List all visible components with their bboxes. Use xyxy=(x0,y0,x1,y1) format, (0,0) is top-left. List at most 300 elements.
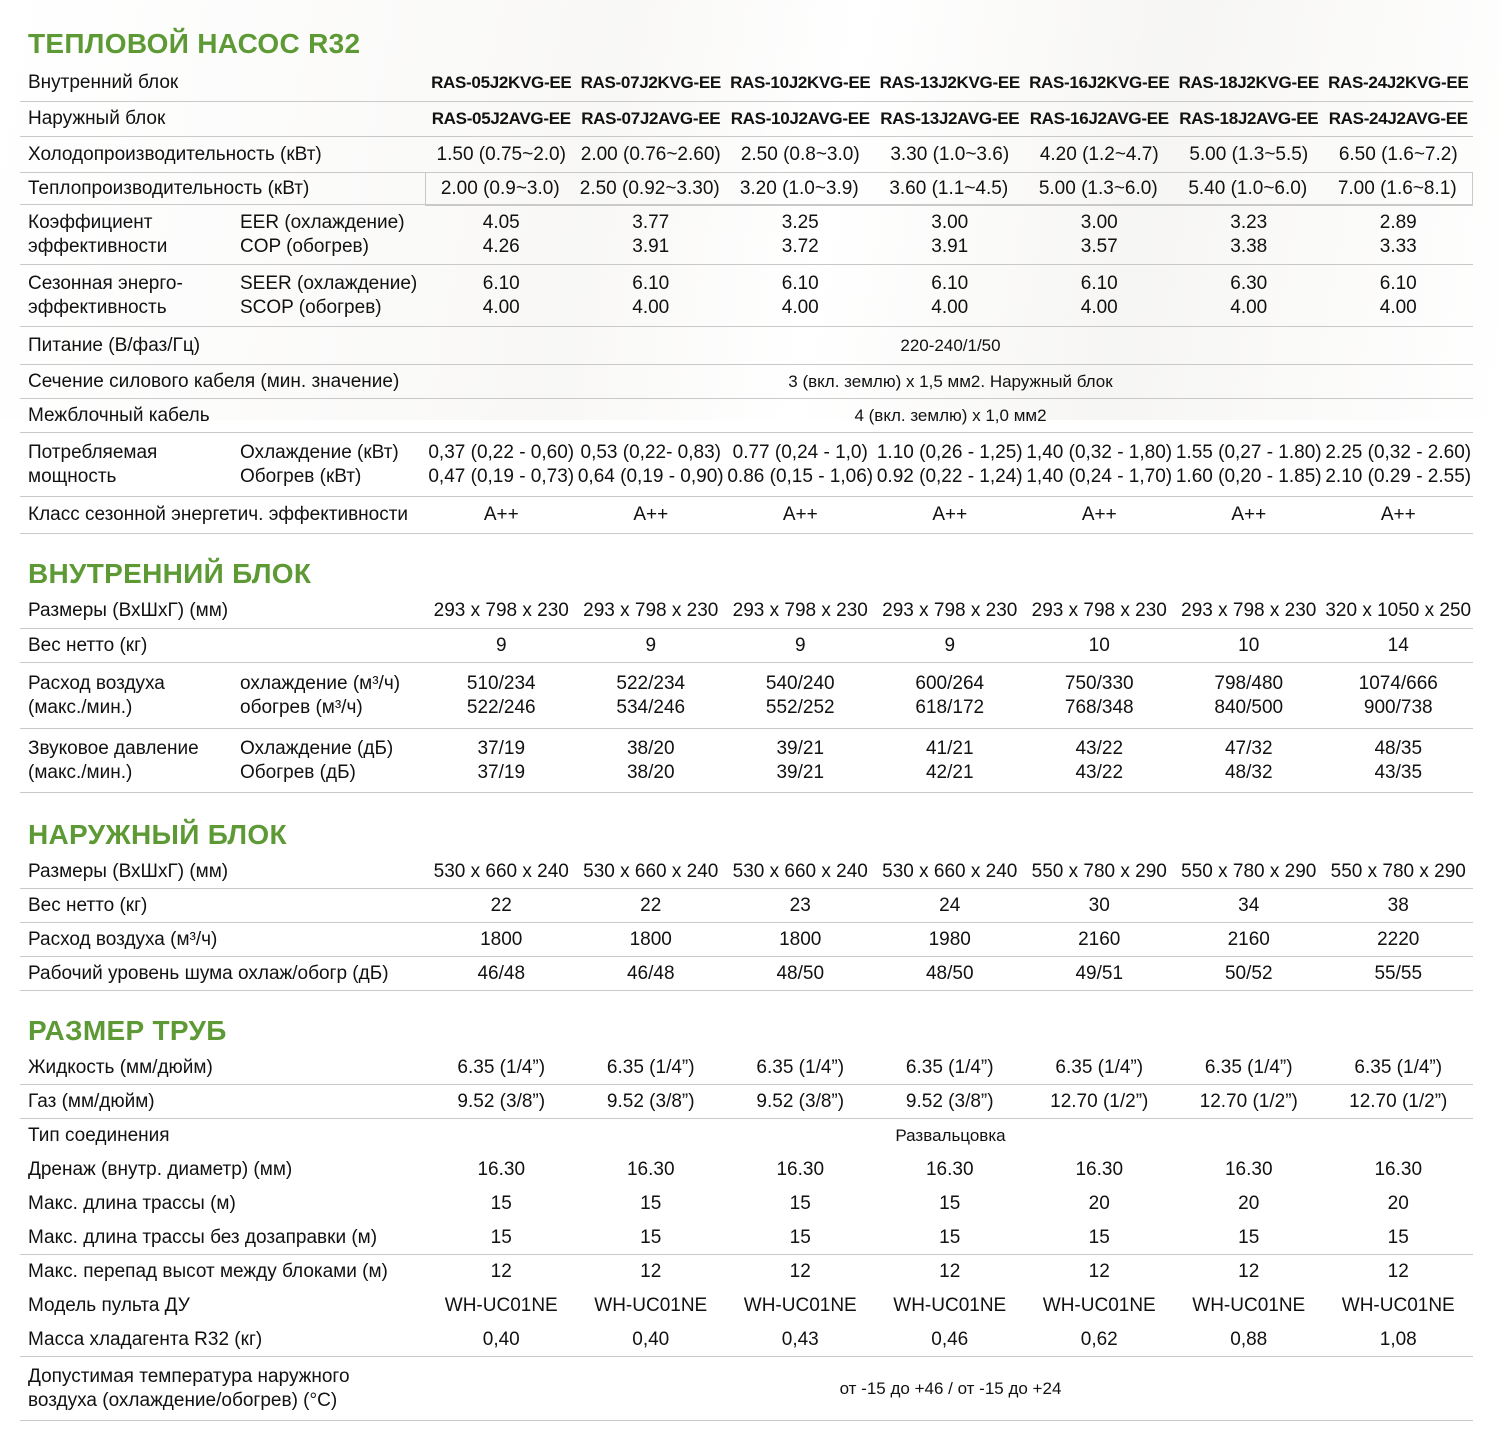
value-cell xyxy=(427,272,577,320)
row-indoor-weight xyxy=(20,629,1473,663)
value-cell xyxy=(576,737,726,785)
value-cell xyxy=(1324,272,1474,320)
value-cell: 293 x 798 x 230 xyxy=(1181,600,1317,621)
row-outdoor-airflow xyxy=(20,923,1473,957)
value-line: 540/240 xyxy=(765,672,835,694)
section-title-indoor: ВНУТРЕННИЙ БЛОК xyxy=(28,558,312,589)
value-line: 3.00 xyxy=(1080,211,1118,233)
value-cell: 9.52 (3/8”) xyxy=(606,1090,695,1112)
value-cell: 3.30 (1.0~3.6) xyxy=(890,143,1010,165)
row-label: Холодопроизводительность (кВт) xyxy=(28,143,322,165)
cells xyxy=(427,634,1474,658)
value-cell: 1800 xyxy=(480,928,523,950)
value-cell: 1980 xyxy=(928,928,971,950)
value-cell: 34 xyxy=(1238,894,1260,916)
cells xyxy=(427,962,1474,986)
value-line: 39/21 xyxy=(776,761,825,783)
cells xyxy=(427,211,1474,259)
value-cell: 293 x 798 x 230 xyxy=(732,600,868,621)
value-line: 2.89 xyxy=(1379,211,1417,233)
value-cell: RAS-13J2AVG-EE xyxy=(880,109,1020,128)
row-seasonal-efficiency xyxy=(20,265,1473,327)
value-cell xyxy=(726,737,876,785)
value-cell: A++ xyxy=(1231,504,1267,525)
value-cell xyxy=(726,211,876,259)
value-cell: 3.20 (1.0~3.9) xyxy=(739,177,859,199)
value-cell: 9.52 (3/8”) xyxy=(457,1090,546,1112)
row-label: Наружный блок xyxy=(28,108,166,129)
value-cell: 30 xyxy=(1088,894,1110,916)
value-cell: 293 x 798 x 230 xyxy=(882,600,1018,621)
value-cell: 0,43 xyxy=(781,1328,819,1350)
value-cell: RAS-05J2AVG-EE xyxy=(431,109,571,128)
value-cell xyxy=(875,211,1025,259)
sub-label: Обогрев (дБ) xyxy=(240,761,356,783)
value-line: 3.25 xyxy=(781,211,819,233)
value-cell: 22 xyxy=(640,894,662,916)
value-cell: 10 xyxy=(1088,634,1110,656)
value-cell xyxy=(1324,211,1474,259)
row-power-consumption xyxy=(20,433,1473,497)
value-cell: 0,46 xyxy=(931,1328,969,1350)
value-cell xyxy=(726,272,876,320)
value-cell: RAS-18J2AVG-EE xyxy=(1179,109,1319,128)
cells xyxy=(427,107,1474,131)
value-cell: 12 xyxy=(640,1261,662,1282)
value-cell: A++ xyxy=(483,504,519,525)
value-cell: 9 xyxy=(944,634,956,656)
value-cell: 16.30 xyxy=(626,1159,675,1180)
section-title-heat-pump: ТЕПЛОВОЙ НАСОС R32 xyxy=(28,28,361,59)
value-line: 3.77 xyxy=(632,211,670,233)
row-label: Макс. перепад высот между блоками (м) xyxy=(28,1261,388,1282)
row-label: Масса хладагента R32 (кг) xyxy=(28,1328,263,1350)
value-line: 3.00 xyxy=(931,211,969,233)
value-cell: 320 x 1050 x 250 xyxy=(1325,600,1472,621)
row-label: Рабочий уровень шума охлаж/обогр (дБ) xyxy=(28,962,389,984)
row-indoor-airflow xyxy=(20,663,1473,729)
row-label: Дренаж (внутр. диаметр) (мм) xyxy=(28,1159,293,1180)
cells xyxy=(427,1294,1474,1318)
value-cell xyxy=(1174,441,1324,489)
value-cell: A++ xyxy=(782,504,818,525)
value-cell: 15 xyxy=(490,1226,512,1248)
cells xyxy=(427,928,1474,952)
cells xyxy=(427,503,1474,527)
value-cell: 6.35 (1/4”) xyxy=(905,1056,994,1078)
value-cell: 1,08 xyxy=(1379,1328,1417,1350)
value-line: 1,40 (0,32 - 1,80) xyxy=(1026,441,1173,463)
spec-sheet xyxy=(20,0,1473,1421)
value-line: 6.10 xyxy=(632,272,670,294)
cells xyxy=(425,172,1474,206)
value-cell: 293 x 798 x 230 xyxy=(433,600,569,621)
value-cell: WH-UC01NE xyxy=(1341,1295,1455,1316)
label-line: (макс./мин.) xyxy=(28,696,133,718)
value-line: 43/22 xyxy=(1075,737,1124,759)
value-cell: 12 xyxy=(490,1261,512,1282)
value-cell: 15 xyxy=(789,1193,811,1214)
row-max-height xyxy=(20,1255,1473,1289)
value-cell: 293 x 798 x 230 xyxy=(583,600,719,621)
value-cell: 20 xyxy=(1387,1193,1409,1214)
value-line: 4.00 xyxy=(931,296,969,318)
value-cell: 15 xyxy=(939,1226,961,1248)
sub-label: охлаждение (м³/ч) xyxy=(240,672,401,694)
value-cell: 12 xyxy=(1088,1261,1110,1282)
value-cell: 46/48 xyxy=(477,962,526,984)
value-line: 618/172 xyxy=(915,696,985,718)
row-outdoor-noise xyxy=(20,957,1473,991)
value-line: 43/35 xyxy=(1374,761,1423,783)
value-cell: 293 x 798 x 230 xyxy=(1031,600,1167,621)
value-line: 6.10 xyxy=(1379,272,1417,294)
value-line: 0,64 (0,19 - 0,90) xyxy=(577,465,724,487)
row-label: Питание (В/фаз/Гц) xyxy=(28,334,201,356)
value-cell: 6.35 (1/4”) xyxy=(1354,1056,1443,1078)
value-line: 3.72 xyxy=(781,235,819,257)
value-cell xyxy=(1174,211,1324,259)
row-power-supply xyxy=(20,327,1473,365)
value-cell: RAS-10J2KVG-EE xyxy=(730,72,871,92)
value-cell: A++ xyxy=(633,504,669,525)
value-line: 43/22 xyxy=(1075,761,1124,783)
span-value: Развальцовка xyxy=(895,1126,1006,1145)
value-cell: 530 x 660 x 240 xyxy=(732,860,868,882)
row-label: Макс. длина трассы (м) xyxy=(28,1193,236,1214)
value-cell: 6.35 (1/4”) xyxy=(606,1056,695,1078)
value-line: 6.10 xyxy=(1080,272,1118,294)
value-cell: 1.50 (0.75~2.0) xyxy=(436,143,566,165)
value-line: 47/32 xyxy=(1224,737,1273,759)
sub-label: EER (охлаждение) xyxy=(240,211,405,233)
value-line: 6.10 xyxy=(781,272,819,294)
value-cell xyxy=(427,211,577,259)
cells xyxy=(427,894,1474,918)
value-cell: 530 x 660 x 240 xyxy=(882,860,1018,882)
cells xyxy=(427,1226,1474,1250)
value-cell: 1800 xyxy=(779,928,822,950)
value-line: 38/20 xyxy=(626,737,675,759)
value-line: 4.00 xyxy=(1080,296,1118,318)
value-line: 48/32 xyxy=(1224,761,1273,783)
row-outdoor-weight xyxy=(20,889,1473,923)
value-cell xyxy=(1025,672,1175,720)
value-cell xyxy=(875,272,1025,320)
value-cell xyxy=(726,672,876,720)
cells xyxy=(427,1328,1474,1352)
value-line: 48/35 xyxy=(1374,737,1423,759)
value-cell: 49/51 xyxy=(1075,962,1124,984)
value-cell: WH-UC01NE xyxy=(1192,1295,1306,1316)
value-cell xyxy=(1025,272,1175,320)
row-energy-class xyxy=(20,497,1473,534)
value-cell xyxy=(576,272,726,320)
value-cell: 12 xyxy=(789,1261,811,1282)
value-line: 1,40 (0,24 - 1,70) xyxy=(1026,465,1173,487)
value-line: 552/252 xyxy=(765,696,835,718)
value-cell: 6.50 (1.6~7.2) xyxy=(1338,143,1458,165)
value-cell: WH-UC01NE xyxy=(743,1295,857,1316)
row-indoor-dimensions xyxy=(20,594,1473,629)
value-cell: 20 xyxy=(1238,1193,1260,1214)
value-line: 1.10 (0,26 - 1,25) xyxy=(876,441,1023,463)
value-line: 0.92 (0,22 - 1,24) xyxy=(876,465,1023,487)
value-line: 37/19 xyxy=(477,761,526,783)
row-label xyxy=(20,1365,428,1413)
row-drain xyxy=(20,1153,1473,1187)
row-label: Модель пульта ДУ xyxy=(28,1295,190,1316)
value-cell: 50/52 xyxy=(1224,962,1273,984)
row-label: Жидкость (мм/дюйм) xyxy=(28,1056,213,1078)
cells xyxy=(427,737,1474,785)
row-refrigerant-mass xyxy=(20,1323,1473,1357)
value-line: 600/264 xyxy=(915,672,985,694)
value-cell: 5.40 (1.0~6.0) xyxy=(1188,177,1308,199)
row-cooling-capacity xyxy=(20,137,1473,173)
value-line: 1.55 (0,27 - 1.80) xyxy=(1175,441,1322,463)
value-line: 3.38 xyxy=(1230,235,1268,257)
row-power-cable xyxy=(20,365,1473,399)
section-title-outdoor: НАРУЖНЫЙ БЛОК xyxy=(28,819,287,850)
value-cell: 22 xyxy=(490,894,512,916)
sub-label: обогрев (м³/ч) xyxy=(240,696,363,718)
value-cell xyxy=(726,441,876,489)
value-line: 42/21 xyxy=(925,761,974,783)
row-label: Теплопроизводительность (кВт) xyxy=(28,177,310,199)
value-cell: 12 xyxy=(1387,1261,1409,1282)
value-cell: 2.00 (0.76~2.60) xyxy=(580,143,721,165)
value-line: 1.60 (0,20 - 1.85) xyxy=(1175,465,1322,487)
row-label: Тип соединения xyxy=(28,1125,170,1146)
value-cell: 16.30 xyxy=(1224,1159,1273,1180)
value-cell: 46/48 xyxy=(626,962,675,984)
label-line: эффективность xyxy=(28,296,167,318)
value-cell xyxy=(1025,211,1175,259)
value-cell: 15 xyxy=(1387,1226,1409,1248)
value-line: 3.23 xyxy=(1230,211,1268,233)
value-cell: 0,40 xyxy=(632,1328,670,1350)
value-cell xyxy=(427,441,577,489)
label-line: Сезонная энерго- xyxy=(28,272,183,294)
value-line: 2.25 (0,32 - 2.60) xyxy=(1325,441,1472,463)
cells xyxy=(427,860,1474,884)
cells xyxy=(427,599,1474,623)
row-max-length-no-charge xyxy=(20,1221,1473,1255)
row-connection-type xyxy=(20,1119,1473,1153)
value-line: 0.86 (0,15 - 1,06) xyxy=(727,465,874,487)
value-cell: 24 xyxy=(939,894,961,916)
value-line: 900/738 xyxy=(1363,696,1433,718)
value-cell: RAS-13J2KVG-EE xyxy=(879,72,1020,92)
label-line: Расход воздуха xyxy=(28,672,165,694)
value-cell: 550 x 780 x 290 xyxy=(1330,860,1466,882)
value-cell: RAS-07J2KVG-EE xyxy=(580,72,721,92)
value-cell: RAS-16J2KVG-EE xyxy=(1029,72,1170,92)
cells xyxy=(427,143,1474,167)
value-cell: RAS-05J2KVG-EE xyxy=(431,72,572,92)
value-line: 534/246 xyxy=(616,696,686,718)
value-cell xyxy=(1324,672,1474,720)
value-cell: 15 xyxy=(1088,1226,1110,1248)
row-max-length xyxy=(20,1187,1473,1221)
cells xyxy=(427,441,1474,489)
value-cell: 5.00 (1.3~5.5) xyxy=(1189,143,1309,165)
value-line: 39/21 xyxy=(776,737,825,759)
cells xyxy=(427,71,1474,95)
value-cell: WH-UC01NE xyxy=(444,1295,558,1316)
row-label: Вес нетто (кг) xyxy=(28,894,148,916)
cells xyxy=(427,1056,1474,1080)
value-cell: 0,88 xyxy=(1230,1328,1268,1350)
value-cell: 12 xyxy=(939,1261,961,1282)
section-title-pipes: РАЗМЕР ТРУБ xyxy=(28,1015,227,1046)
sub-label: Обогрев (кВт) xyxy=(240,465,362,487)
value-cell: 550 x 780 x 290 xyxy=(1031,860,1167,882)
value-line: 768/348 xyxy=(1064,696,1134,718)
value-cell xyxy=(1174,737,1324,785)
span-value: 220-240/1/50 xyxy=(900,335,1001,355)
value-line: 6.10 xyxy=(931,272,969,294)
value-cell xyxy=(1174,672,1324,720)
row-indoor-unit-model xyxy=(20,64,1473,102)
value-cell: A++ xyxy=(1081,504,1117,525)
value-cell xyxy=(1025,441,1175,489)
value-line: 798/480 xyxy=(1214,672,1284,694)
value-cell: 2.00 (0.9~3.0) xyxy=(440,177,560,199)
value-line: 6.30 xyxy=(1230,272,1268,294)
value-cell: 0,62 xyxy=(1080,1328,1118,1350)
row-indoor-sound xyxy=(20,729,1473,793)
value-cell: 23 xyxy=(789,894,811,916)
value-line: 4.26 xyxy=(482,235,520,257)
sub-label: SEER (охлаждение) xyxy=(240,272,418,294)
value-line: 0,53 (0,22- 0,83) xyxy=(580,441,721,463)
value-line: 4.00 xyxy=(482,296,520,318)
value-cell: 7.00 (1.6~8.1) xyxy=(1337,177,1457,199)
value-line: 6.10 xyxy=(482,272,520,294)
value-cell: 48/50 xyxy=(925,962,974,984)
row-outdoor-unit-model xyxy=(20,102,1473,137)
row-label: Сечение силового кабеля (мин. значение) xyxy=(28,370,400,392)
value-cell: 16.30 xyxy=(477,1159,526,1180)
value-cell xyxy=(576,211,726,259)
value-line: 4.00 xyxy=(781,296,819,318)
value-line: 510/234 xyxy=(466,672,536,694)
row-label: Внутренний блок xyxy=(28,71,179,93)
row-label: Класс сезонной энергетич. эффективности xyxy=(28,504,409,525)
value-cell: 20 xyxy=(1088,1193,1110,1214)
value-line: 41/21 xyxy=(925,737,974,759)
value-cell: RAS-24J2AVG-EE xyxy=(1328,109,1468,128)
value-line: 840/500 xyxy=(1214,696,1284,718)
value-cell: 15 xyxy=(939,1193,961,1214)
row-label: Межблочный кабель xyxy=(28,404,210,426)
row-efficiency xyxy=(20,205,1473,265)
row-label: Размеры (ВхШхГ) (мм) xyxy=(28,860,229,882)
value-cell: RAS-10J2AVG-EE xyxy=(730,109,870,128)
row-pipe-gas xyxy=(20,1085,1473,1119)
value-line: 4.05 xyxy=(482,211,520,233)
value-cell: WH-UC01NE xyxy=(594,1295,708,1316)
value-cell: 55/55 xyxy=(1374,962,1423,984)
value-cell: 6.35 (1/4”) xyxy=(756,1056,845,1078)
row-label xyxy=(20,211,427,259)
row-heating-capacity xyxy=(20,173,1473,205)
value-cell: 1800 xyxy=(629,928,672,950)
value-line: 0.77 (0,24 - 1,0) xyxy=(732,441,868,463)
value-cell: 530 x 660 x 240 xyxy=(433,860,569,882)
cells xyxy=(427,1158,1474,1182)
row-pipe-liquid xyxy=(20,1051,1473,1085)
value-cell: RAS-24J2KVG-EE xyxy=(1328,72,1469,92)
value-cell: 15 xyxy=(490,1193,512,1214)
row-label xyxy=(20,272,427,320)
value-line: 0,37 (0,22 - 0,60) xyxy=(428,441,575,463)
value-cell: 2.50 (0.92~3.30) xyxy=(579,177,720,199)
span-value: 3 (вкл. землю) х 1,5 мм2. Наружный блок xyxy=(788,371,1113,391)
value-line: 4.00 xyxy=(1379,296,1417,318)
value-cell: 9 xyxy=(794,634,806,656)
value-cell xyxy=(427,737,577,785)
row-label xyxy=(20,672,427,720)
label-line: Звуковое давление xyxy=(28,737,199,759)
cells xyxy=(427,1192,1474,1216)
value-cell: 14 xyxy=(1387,634,1409,656)
row-remote-model xyxy=(20,1289,1473,1323)
value-cell xyxy=(875,441,1025,489)
row-label: Расход воздуха (м³/ч) xyxy=(28,928,218,950)
value-cell: 2160 xyxy=(1227,928,1270,950)
value-line: 3.33 xyxy=(1379,235,1417,257)
value-cell: 15 xyxy=(789,1226,811,1248)
value-cell: 38 xyxy=(1387,894,1409,916)
value-line: 4.00 xyxy=(1230,296,1268,318)
value-cell: 16.30 xyxy=(776,1159,825,1180)
value-cell: 12.70 (1/2”) xyxy=(1199,1090,1298,1112)
sub-label: Охлаждение (кВт) xyxy=(240,441,399,463)
value-cell: 0,40 xyxy=(482,1328,520,1350)
value-cell: 3.60 (1.1~4.5) xyxy=(889,177,1009,199)
cells xyxy=(427,1090,1474,1114)
sub-label: COP (обогрев) xyxy=(240,235,369,257)
value-cell: 16.30 xyxy=(1374,1159,1423,1180)
value-cell: 2220 xyxy=(1377,928,1420,950)
value-cell xyxy=(576,672,726,720)
value-cell: WH-UC01NE xyxy=(1042,1295,1156,1316)
value-cell xyxy=(427,672,577,720)
value-cell xyxy=(1324,441,1474,489)
row-label: Вес нетто (кг) xyxy=(28,634,148,656)
cells xyxy=(427,272,1474,320)
row-outdoor-dimensions xyxy=(20,855,1473,889)
value-line: 2.10 (0.29 - 2.55) xyxy=(1325,465,1472,487)
value-line: 3.91 xyxy=(632,235,670,257)
row-label: Газ (мм/дюйм) xyxy=(28,1090,155,1112)
value-cell: WH-UC01NE xyxy=(893,1295,1007,1316)
value-cell: 48/50 xyxy=(776,962,825,984)
value-line: 0,47 (0,19 - 0,73) xyxy=(428,465,575,487)
value-line: 37/19 xyxy=(477,737,526,759)
span-value: 4 (вкл. землю) х 1,0 мм2 xyxy=(854,405,1047,425)
value-cell xyxy=(1025,737,1175,785)
row-label: Макс. длина трассы без дозаправки (м) xyxy=(28,1226,378,1248)
value-line: 4.00 xyxy=(632,296,670,318)
value-line: 1074/666 xyxy=(1358,672,1438,694)
value-cell: 6.35 (1/4”) xyxy=(1204,1056,1293,1078)
value-cell xyxy=(875,672,1025,720)
value-cell: 16.30 xyxy=(1075,1159,1124,1180)
